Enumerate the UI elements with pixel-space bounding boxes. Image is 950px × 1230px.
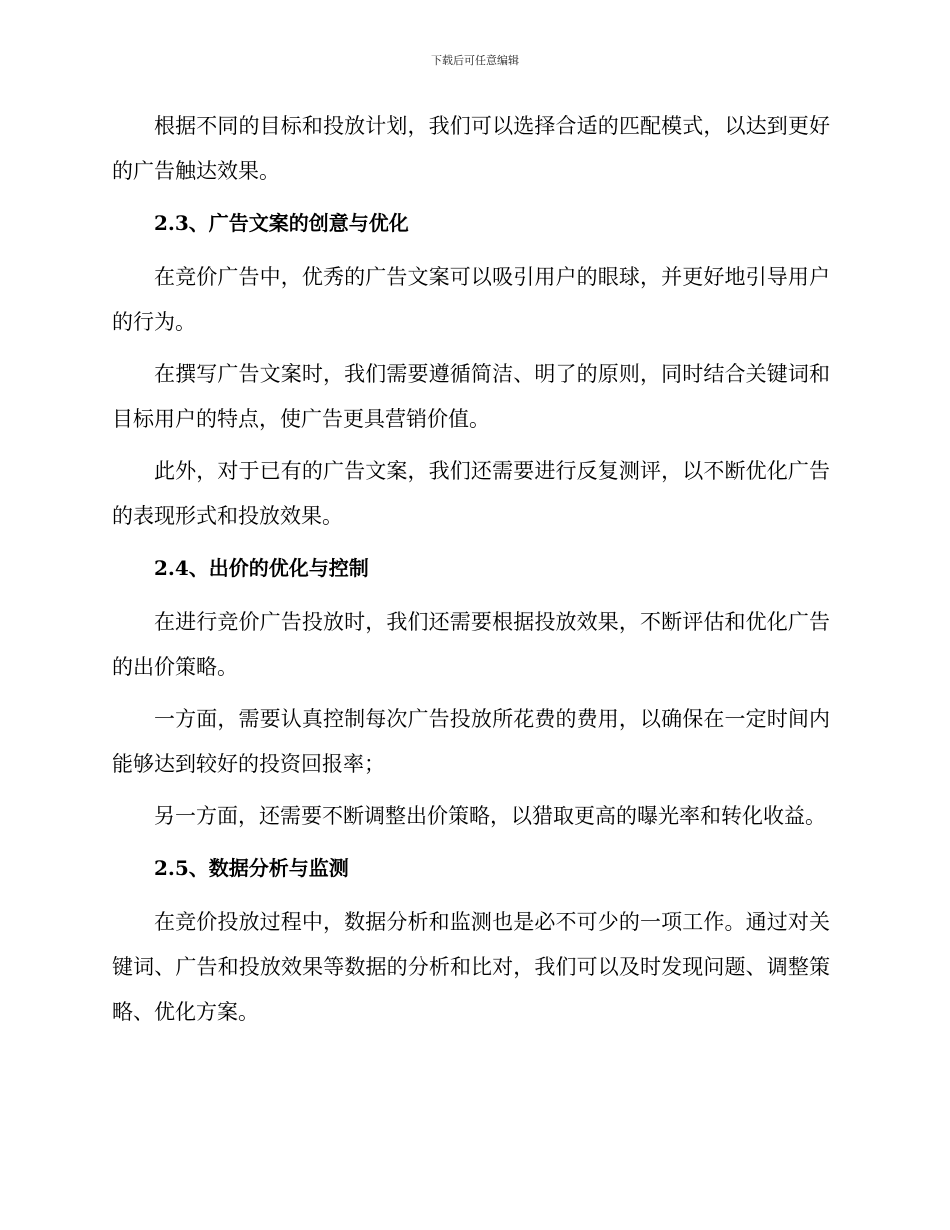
paragraph: 根据不同的目标和投放计划，我们可以选择合适的匹配模式，以达到更好的广告触达效果。 <box>112 114 830 183</box>
section-heading-2-5: 2.5、数据分析与监测 <box>154 856 349 880</box>
document-body <box>112 104 830 1042</box>
paragraph: 在竞价投放过程中，数据分析和监测也是必不可少的一项工作。通过对关键词、广告和投放效果等数据的分析和比对，我们可以及时发现问题、调整策略、优化方案。 <box>112 910 830 1024</box>
paragraph: 另一方面，还需要不断调整出价策略，以猎取更高的曝光率和转化收益。 <box>154 804 826 828</box>
paragraph: 此外，对于已有的广告文案，我们还需要进行反复测评，以不断优化广告的表现形式和投放效果。 <box>112 459 830 528</box>
section-heading-2-4: 2.4、出价的优化与控制 <box>154 556 369 580</box>
paragraph: 一方面，需要认真控制每次广告投放所花费的费用，以确保在一定时间内能够达到较好的投资回报率； <box>112 707 830 776</box>
section-heading-2-3: 2.3、广告文案的创意与优化 <box>154 211 409 235</box>
paragraph: 在撰写广告文案时，我们需要遵循简洁、明了的原则，同时结合关键词和目标用户的特点，使广告更具营销价值。 <box>112 362 830 431</box>
paragraph: 在竞价广告中，优秀的广告文案可以吸引用户的眼球，并更好地引导用户的行为。 <box>112 265 830 334</box>
page-header-note: 下载后可任意编辑 <box>431 54 519 67</box>
paragraph: 在进行竞价广告投放时，我们还需要根据投放效果，不断评估和优化广告的出价策略。 <box>112 610 830 679</box>
